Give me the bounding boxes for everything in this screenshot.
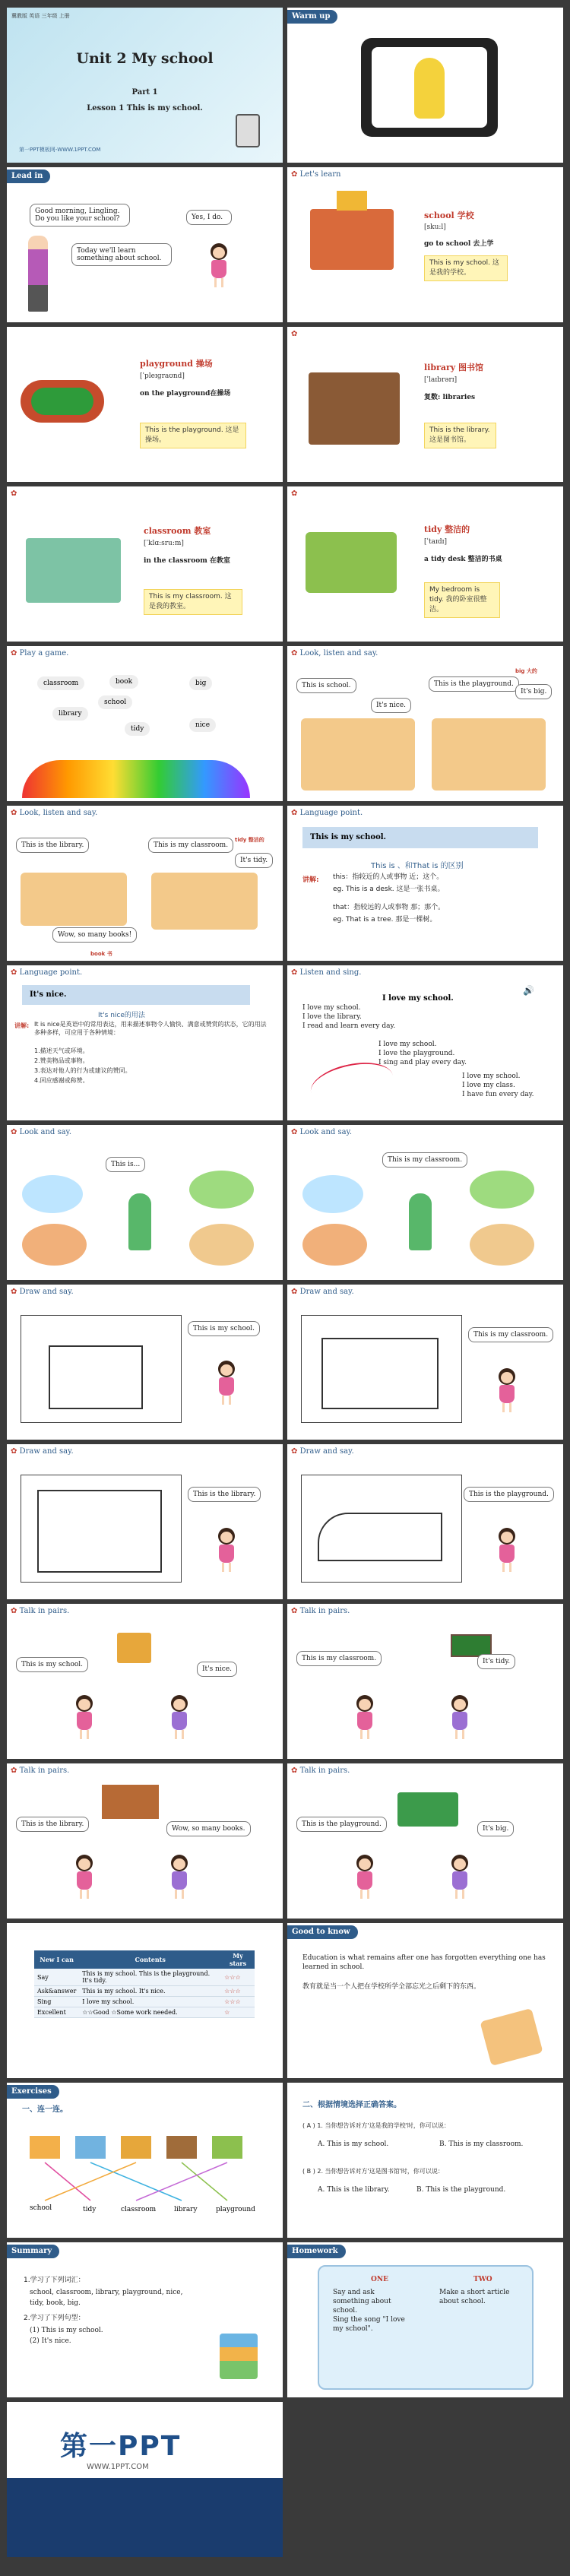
- tag-look-listen-say: ✿ Look, listen and say.: [11, 809, 97, 817]
- vocab-phrase: in the classroom 在教室: [144, 557, 230, 565]
- tag-language-point: ✿ Language point.: [11, 968, 82, 977]
- table-row: [34, 1997, 255, 2007]
- scene-image: [470, 1171, 534, 1209]
- girl-image: [352, 1695, 378, 1739]
- table-header: My stars: [221, 1950, 255, 1969]
- bed-image: [306, 532, 397, 593]
- vocab-phonetic: [ˈpleɪɡraʊnd]: [140, 372, 185, 380]
- girl-image: [166, 1855, 192, 1899]
- tip-icon: [291, 330, 297, 338]
- cloud-word[interactable]: book: [109, 675, 138, 689]
- classroom-image: [26, 538, 121, 603]
- song-line: I love the library.: [302, 1013, 362, 1021]
- keyword-label: book 书: [90, 951, 112, 957]
- speech-bubble: This is the playground.: [296, 1817, 387, 1832]
- tag-lets-learn: ✿ Let's learn: [291, 170, 341, 179]
- tag-draw-say: ✿ Draw and say.: [11, 1447, 74, 1456]
- summary-heading: 2.学习了下列句型：: [24, 2315, 85, 2322]
- scene-image: [470, 1224, 534, 1266]
- slide-grid: [7, 8, 563, 2557]
- slide-draw-say-3[interactable]: [7, 1444, 283, 1599]
- tag-good-to-know: Good to know: [287, 1925, 358, 1939]
- slide-draw-say-1[interactable]: [7, 1285, 283, 1440]
- slide-language-point-2[interactable]: [7, 965, 283, 1120]
- slide-look-say-1[interactable]: [7, 1125, 283, 1280]
- explain-item: 4.回应感谢或称赞。: [34, 1077, 89, 1084]
- song-line: I love my school.: [378, 1041, 437, 1048]
- speech-bubble: It's nice.: [371, 698, 411, 713]
- classroom-sketch-image: [321, 1338, 439, 1409]
- slide-look-say-2[interactable]: [287, 1125, 563, 1280]
- tag-look-say: ✿ Look and say.: [11, 1128, 71, 1136]
- homework-task: Make a short article about school.: [439, 2289, 510, 2305]
- table-cell[interactable]: ☆☆☆: [221, 1969, 255, 1986]
- girl-image: [352, 1855, 378, 1899]
- slide-vocab-classroom[interactable]: [7, 486, 283, 642]
- girl-image: [71, 1855, 97, 1899]
- match-lines: [7, 2083, 283, 2238]
- vocab-phrase: 复数: libraries: [424, 394, 476, 401]
- girl-image: [71, 1695, 97, 1739]
- speech-bubble: It's big.: [515, 684, 552, 699]
- answer-option[interactable]: A. This is my school.: [318, 2140, 389, 2148]
- table-cell: Excellent: [34, 2007, 79, 2018]
- girl-image: [447, 1855, 473, 1899]
- footer-panel: [7, 2478, 283, 2557]
- school-icon-image: [117, 1633, 151, 1663]
- tag-draw-say: ✿ Draw and say.: [291, 1288, 354, 1296]
- vocab-example: This is my school. 这是我的学校。: [424, 255, 508, 281]
- banner-heading: It's nice.: [22, 985, 250, 1005]
- tag-homework: Homework: [287, 2245, 346, 2258]
- song-title: I love my school.: [382, 994, 454, 1003]
- song-line: I love my class.: [462, 1082, 515, 1089]
- vocab-phonetic: [ˈklɑ:sru:m]: [144, 540, 184, 547]
- kids-computer-image: [432, 718, 546, 791]
- school-building-image: [310, 209, 394, 270]
- tag-play-game: ✿ Play a game.: [11, 649, 68, 657]
- section-label: ONE: [371, 2276, 388, 2283]
- playground-sketch-image: [318, 1513, 442, 1561]
- table-cell: Say: [34, 1969, 79, 1986]
- slide-talk-pairs-1[interactable]: [7, 1604, 283, 1759]
- quote-chinese: 教育就是当一个人把在学校所学全部忘光之后剩下的东西。: [302, 1983, 481, 1991]
- speech-bubble: Today we'll learn something about school.: [71, 243, 172, 266]
- slide-language-point-1[interactable]: [287, 806, 563, 961]
- vocab-phonetic: [ˈlaɪbrərɪ]: [424, 376, 458, 384]
- keyword-label: tidy 整洁的: [235, 837, 264, 843]
- song-line: I love the playground.: [378, 1050, 455, 1057]
- table-cell[interactable]: ☆☆☆: [221, 1986, 255, 1997]
- tag-exercises: Exercises: [7, 2085, 59, 2099]
- explain-example: eg. This is a desk. 这是一张书桌。: [333, 886, 445, 893]
- vocab-example: This is the playground. 这是操场。: [140, 423, 246, 448]
- tag-warm-up: Warm up: [287, 10, 337, 24]
- cloud-word[interactable]: nice: [189, 718, 216, 732]
- question: ( A ) 1. 当你想告诉对方'这是我的学校'时，你可以说：: [302, 2122, 450, 2129]
- table-header: Contents: [79, 1950, 221, 1969]
- library-image: [309, 372, 400, 445]
- tag-listen-sing: ✿ Listen and sing.: [291, 968, 361, 977]
- vocab-word: tidy 整洁的: [424, 524, 470, 534]
- speech-bubble: Good morning, Lingling. Do you like your school?: [30, 204, 130, 227]
- scene-image: [302, 1224, 367, 1266]
- slide-cover[interactable]: [7, 8, 283, 163]
- explain-label: 讲解:: [14, 1022, 30, 1029]
- tag-talk-pairs: ✿ Talk in pairs.: [11, 1607, 69, 1615]
- speech-bubble: It's big.: [477, 1821, 514, 1836]
- answer-option[interactable]: B. This is the playground.: [416, 2186, 506, 2194]
- match-word[interactable]: classroom: [121, 2206, 157, 2213]
- scene-image: [22, 1224, 87, 1266]
- answer-option[interactable]: A. This is the library.: [318, 2186, 390, 2194]
- cloud-word[interactable]: library: [52, 707, 88, 721]
- table-cell: I love my school.: [79, 1997, 221, 2007]
- tip-icon: [291, 490, 297, 498]
- vocab-example: My bedroom is tidy. 我的卧室很整洁。: [424, 582, 500, 618]
- tag-draw-say: ✿ Draw and say.: [11, 1288, 74, 1296]
- slide-vocab-school[interactable]: [287, 167, 563, 322]
- tag-talk-pairs: ✿ Talk in pairs.: [291, 1766, 350, 1775]
- cloud-word[interactable]: classroom: [37, 676, 84, 690]
- sub-heading: It's nice的用法: [98, 1012, 145, 1019]
- vocab-example: This is my classroom. 这是我的教室。: [144, 589, 242, 615]
- slide-vocab-library[interactable]: [287, 327, 563, 482]
- vocab-word: school 学校: [424, 211, 474, 220]
- speech-bubble: This is my school.: [188, 1321, 260, 1336]
- tag-talk-pairs: ✿ Talk in pairs.: [291, 1607, 350, 1615]
- slide-listen-sing[interactable]: [287, 965, 563, 1120]
- scene-image: [302, 1175, 363, 1213]
- slide-exercises-1[interactable]: [7, 2083, 283, 2238]
- slide-talk-pairs-2[interactable]: [287, 1604, 563, 1759]
- cover-publisher: 冀教版 英语 三年级 上册: [11, 13, 70, 19]
- song-line: I have fun every day.: [462, 1091, 534, 1098]
- speech-bubble: This is the library.: [188, 1487, 261, 1502]
- explain-item: 1.描述天气或环境。: [34, 1047, 89, 1054]
- slide-summary[interactable]: [7, 2242, 283, 2397]
- vocab-phrase: go to school 去上学: [424, 240, 494, 248]
- summary-line: (2) It's nice.: [30, 2337, 71, 2345]
- teacher-image: [28, 236, 48, 312]
- scene-image: [189, 1224, 254, 1266]
- match-word[interactable]: school: [30, 2204, 52, 2212]
- summary-line: (1) This is my school.: [30, 2327, 103, 2334]
- speech-bubble: This is my classroom.: [382, 1152, 467, 1168]
- explain-item: 2.赞美物品或事物。: [34, 1057, 89, 1064]
- explain-label: 讲解:: [302, 876, 319, 884]
- vocab-example: This is the library. 这是图书馆。: [424, 423, 496, 448]
- slide-footer-logo[interactable]: [7, 2402, 283, 2557]
- tag-look-listen-say: ✿ Look, listen and say.: [291, 649, 378, 657]
- match-word[interactable]: playground: [216, 2206, 255, 2213]
- tag-talk-pairs: ✿ Talk in pairs.: [11, 1766, 69, 1775]
- girl-image: [206, 243, 232, 287]
- speech-bubble: It's tidy.: [235, 853, 273, 868]
- dinosaur-image: [128, 1193, 151, 1250]
- vocab-phonetic: [ˈtaɪdɪ]: [424, 538, 447, 546]
- sub-heading: This is 、和That is 的区别: [371, 862, 464, 870]
- summary-line: tidy, book, big.: [30, 2299, 81, 2307]
- section-label: TWO: [473, 2276, 492, 2283]
- cloud-word[interactable]: big: [189, 676, 212, 690]
- banner-heading: This is my school.: [302, 827, 538, 848]
- slide-warm-up[interactable]: [287, 8, 563, 163]
- kids-computer-image: [21, 873, 127, 926]
- cover-lesson: Lesson 1 This is my school.: [87, 104, 203, 112]
- tag-summary: Summary: [7, 2245, 59, 2258]
- vocab-phrase: a tidy desk 整洁的书桌: [424, 556, 502, 563]
- playground-image: [21, 380, 104, 423]
- vocab-word: playground 操场: [140, 359, 213, 369]
- slide-lead-in[interactable]: [7, 167, 283, 322]
- answer-option[interactable]: B. This is my classroom.: [439, 2140, 524, 2148]
- slide-talk-pairs-4[interactable]: [287, 1763, 563, 1919]
- slide-exercises-2[interactable]: [287, 2083, 563, 2238]
- slide-play-game[interactable]: [7, 646, 283, 801]
- slide-vocab-tidy[interactable]: [287, 486, 563, 642]
- library-icon-image: [102, 1785, 159, 1819]
- cloud-word[interactable]: tidy: [125, 722, 150, 736]
- pencil-books-image: [480, 2008, 543, 2066]
- girl-image: [166, 1695, 192, 1739]
- playground-icon-image: [397, 1792, 458, 1827]
- brand-logo: 第一PPT: [60, 2431, 182, 2462]
- slide-vocab-playground[interactable]: [7, 327, 283, 482]
- vocab-phrase: on the playground在操场: [140, 390, 231, 398]
- speech-bubble: This is my school.: [16, 1657, 88, 1672]
- table-row: [34, 2007, 255, 2018]
- girl-image: [214, 1361, 239, 1405]
- keyword-label: big 大的: [515, 668, 537, 674]
- table-cell: Sing: [34, 1997, 79, 2007]
- table-header: New I can: [34, 1950, 79, 1969]
- slide-self-assessment[interactable]: [7, 1923, 283, 2078]
- speech-bubble: This is school.: [296, 678, 356, 693]
- cover-site: 第一PPT模板网-WWW.1PPT.COM: [19, 147, 101, 153]
- table-cell: This is my school. This is the playground. It's tidy.: [79, 1969, 221, 1986]
- table-cell: This is my school. It's nice.: [79, 1986, 221, 1997]
- school-sketch-image: [49, 1345, 143, 1409]
- brand-url: WWW.1PPT.COM: [87, 2463, 149, 2471]
- table-cell[interactable]: ☆: [221, 2007, 255, 2018]
- song-line: I love my school.: [462, 1073, 521, 1080]
- girl-image: [494, 1368, 520, 1412]
- slide-look-listen-say-1[interactable]: [287, 646, 563, 801]
- song-line: I sing and play every day.: [378, 1059, 467, 1066]
- rainbow-umbrella-image: [22, 760, 250, 798]
- self-assessment-table: [34, 1950, 255, 2018]
- speech-bubble: This is the playground.: [464, 1487, 554, 1502]
- table-row: [34, 1969, 255, 1986]
- vocab-word: library 图书馆: [424, 363, 483, 372]
- tag-language-point: ✿ Language point.: [291, 809, 363, 817]
- speech-bubble: Wow, so many books.: [166, 1821, 251, 1836]
- slide-draw-say-4[interactable]: [287, 1444, 563, 1599]
- girl-image: [494, 1528, 520, 1572]
- speech-bubble: This is my classroom.: [148, 838, 233, 853]
- table-cell: ☆☆Good ☆Some work needed.: [79, 2007, 221, 2018]
- exercise-heading: 一、连一连。: [22, 2105, 68, 2114]
- table-row: [34, 1986, 255, 1997]
- table-cell[interactable]: ☆☆☆: [221, 1997, 255, 2007]
- table-cell: Ask&answer: [34, 1986, 79, 1997]
- song-line: I love my school.: [302, 1004, 361, 1012]
- speech-bubble: This is the library.: [16, 838, 89, 853]
- explain-line: that：指较远的人或事物 那；那个。: [333, 904, 445, 911]
- slide-look-listen-say-2[interactable]: [7, 806, 283, 961]
- match-word[interactable]: tidy: [83, 2206, 97, 2213]
- explain-line: this：指较近的人或事物 近；这个。: [333, 873, 444, 881]
- explain-body: It is nice是英语中的常用表达，用来描述事物令人愉快、满意或赞赏的状态，它的用法多种多样，可应用于各种情境：: [34, 1021, 267, 1036]
- song-line: I read and learn every day.: [302, 1022, 396, 1030]
- cover-tablet-icon: [236, 114, 260, 147]
- kids-computer-image: [151, 873, 258, 930]
- match-word[interactable]: library: [174, 2206, 198, 2213]
- tag-lead-in: Lead in: [7, 170, 50, 183]
- books-stack-image: [220, 2334, 258, 2379]
- slide-draw-say-2[interactable]: [287, 1285, 563, 1440]
- explain-example: eg. That is a tree. 那是一棵树。: [333, 916, 437, 924]
- scene-image: [189, 1171, 254, 1209]
- speech-bubble: This is my classroom.: [468, 1327, 553, 1342]
- speech-bubble: This is...: [106, 1157, 145, 1172]
- summary-heading: 1.学习了下列词汇：: [24, 2277, 85, 2284]
- tag-look-say: ✿ Look and say.: [291, 1128, 352, 1136]
- homework-task: Sing the song "I love my school".: [333, 2316, 405, 2333]
- summary-line: school, classroom, library, playground, nice,: [30, 2289, 183, 2296]
- girl-image: [214, 1528, 239, 1572]
- speech-bubble: It's tidy.: [477, 1654, 515, 1669]
- speech-bubble: It's nice.: [197, 1662, 237, 1677]
- question: ( B ) 2. 当你想告诉对方'这是图书馆'时，你可以说：: [302, 2168, 444, 2175]
- exercise-heading: 二、根据情境选择正确答案。: [302, 2101, 401, 2109]
- slide-good-to-know[interactable]: [287, 1923, 563, 2078]
- speech-bubble: This is my classroom.: [296, 1651, 382, 1666]
- kids-computer-image: [301, 718, 415, 791]
- cover-title: Unit 2 My school: [76, 50, 214, 67]
- tip-icon: [11, 490, 17, 498]
- slide-talk-pairs-3[interactable]: [7, 1763, 283, 1919]
- scene-image: [22, 1175, 83, 1213]
- dinosaur-image: [409, 1193, 432, 1250]
- library-sketch-image: [37, 1490, 162, 1573]
- cloud-word[interactable]: school: [98, 695, 132, 709]
- quote-english: Education is what remains after one has forgotten everything one has learned in school.: [302, 1954, 546, 1971]
- vocab-word: classroom 教室: [144, 526, 211, 536]
- cartoon-character-image: [414, 58, 445, 119]
- cover-part: Part 1: [131, 88, 158, 97]
- explain-item: 3.表达对他人的行为或建议的赞同。: [34, 1067, 131, 1074]
- speech-bubble: Yes, I do.: [186, 210, 232, 225]
- vocab-phonetic: [sku:l]: [424, 223, 446, 231]
- speech-bubble: This is the playground.: [429, 676, 519, 692]
- girl-image: [447, 1695, 473, 1739]
- speaker-icon[interactable]: 🔊: [523, 985, 534, 996]
- speech-bubble: This is the library.: [16, 1817, 89, 1832]
- tag-draw-say: ✿ Draw and say.: [291, 1447, 354, 1456]
- slide-homework[interactable]: [287, 2242, 563, 2397]
- tv-frame-image: [361, 38, 498, 137]
- homework-task: Say and ask something about school.: [333, 2289, 391, 2315]
- speech-bubble: Wow, so many books!: [52, 927, 137, 943]
